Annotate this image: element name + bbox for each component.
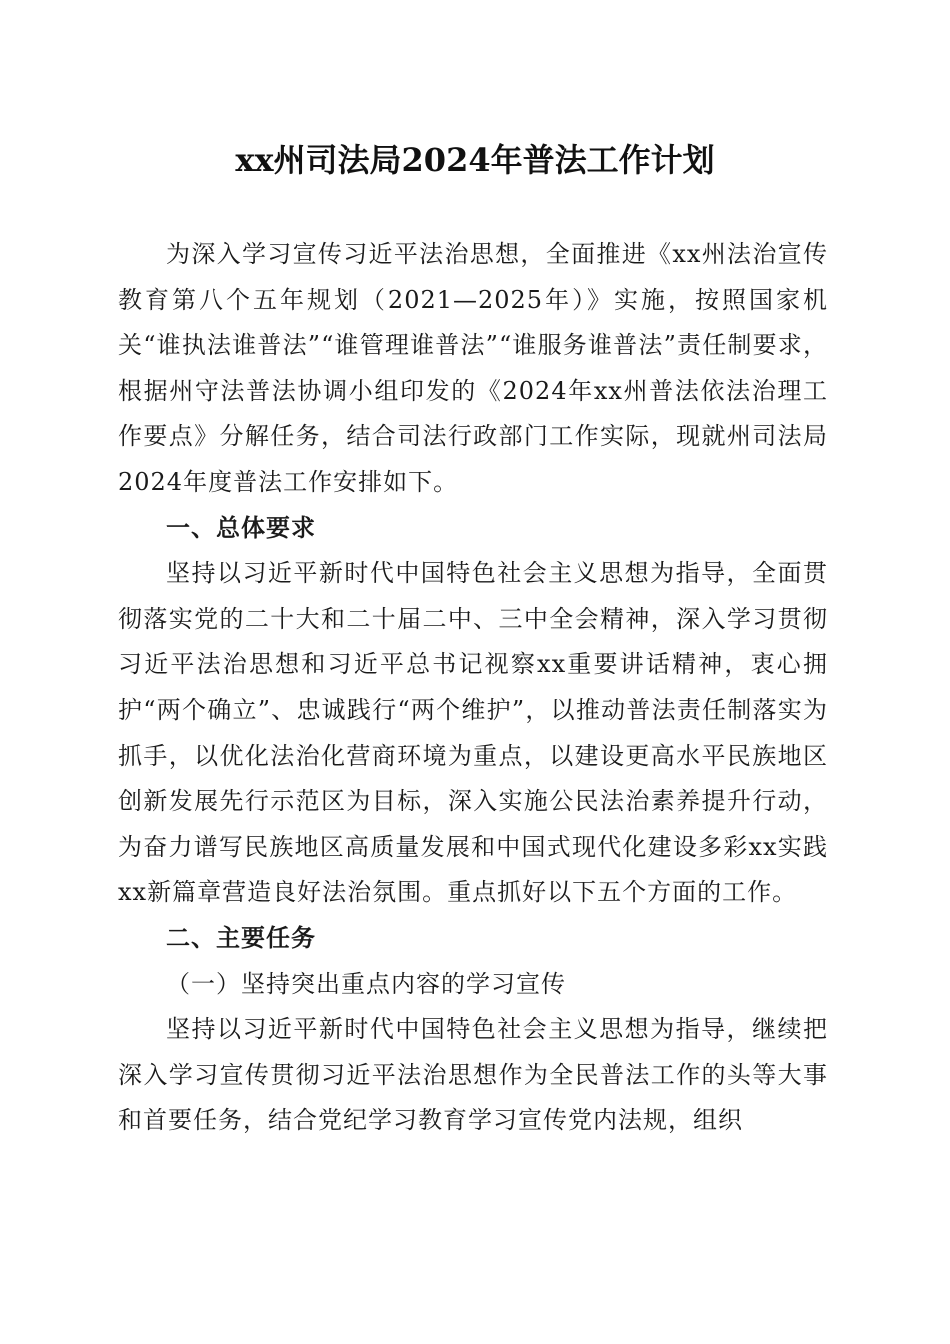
intro-paragraph: 为深入学习宣传习近平法治思想，全面推进《xx州法治宣传教育第八个五年规划（2021—2025年）》实施，按照国家机关“谁执法谁普法”“谁管理谁普法”“谁服务谁普法”责任制要求，根据州守法普法协调小组印发的《2024年xx州普法依法治理工作要点》分解任务，结合司法行政部门工作实际，现就州司法局2024年度普法工作安排如下。: [118, 240, 828, 496]
document-title: xx州司法局2024年普法工作计划: [235, 141, 715, 179]
subsection-heading-key-content: （一）坚持突出重点内容的学习宣传: [166, 969, 566, 998]
key-content-paragraph: 坚持以习近平新时代中国特色社会主义思想为指导，继续把深入学习宣传贯彻习近平法治思想作为全民普法工作的头等大事和首要任务，结合党纪学习教育学习宣传党内法规，组织: [118, 1015, 828, 1135]
document-body: [118, 232, 828, 1144]
section-heading-general-requirements: 一、总体要求: [166, 513, 316, 542]
section-heading-main-tasks: 二、主要任务: [166, 923, 316, 952]
general-requirements-paragraph: 坚持以习近平新时代中国特色社会主义思想为指导，全面贯彻落实党的二十大和二十届二中、三中全会精神，深入学习贯彻习近平法治思想和习近平总书记视察xx重要讲话精神，衷心拥护“两个确立”、忠诚践行“两个维护”，以推动普法责任制落实为抓手，以优化法治化营商环境为重点，以建设更高水平民族地区创新发展先行示范区为目标，深入实施公民法治素养提升行动，为奋力谱写民族地区高质量发展和中国式现代化建设多彩xx实践xx新篇章营造良好法治氛围。重点抓好以下五个方面的工作。: [118, 559, 828, 907]
